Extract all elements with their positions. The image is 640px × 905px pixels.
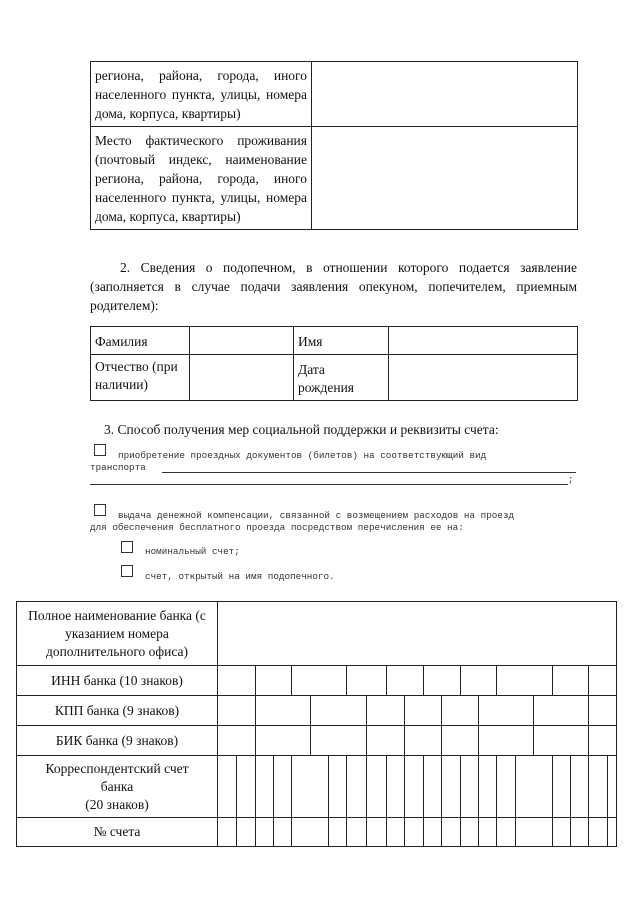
section3-title: 3. Способ получения мер социальной поддержки и реквизиты счета: [104, 422, 499, 437]
correspondent-account-cells[interactable] [218, 756, 617, 818]
patronymic-label: Отчество (при наличии) [91, 355, 190, 401]
actual-residence-field[interactable] [312, 127, 578, 230]
correspondent-account-label [17, 756, 218, 818]
option1-fill-line1[interactable] [162, 472, 576, 473]
ward-account-label: счет, открытый на имя подопечного. [145, 571, 335, 582]
option2-checkbox[interactable] [94, 504, 106, 516]
corr-label-line3: (20 знаков) [85, 796, 149, 812]
inn-cells[interactable] [218, 666, 617, 696]
kpp-cells[interactable] [218, 696, 617, 726]
inn-label: ИНН банка (10 знаков) [17, 666, 218, 696]
bik-digit-grid [218, 726, 616, 755]
inn-digit-grid [218, 666, 616, 695]
account-number-cells[interactable] [218, 818, 617, 847]
corr-label-line1: Корреспондентский счет [45, 760, 189, 776]
bank-name-label: Полное наименование банка (с указанием номера дополнительного офиса) [17, 602, 218, 666]
corr-digit-grid [218, 756, 616, 817]
birthdate-field[interactable] [389, 355, 578, 401]
patronymic-field[interactable] [190, 355, 294, 401]
surname-field[interactable] [190, 327, 294, 355]
bik-cells[interactable] [218, 726, 617, 756]
account-digit-grid [218, 818, 616, 846]
bank-name-field[interactable] [218, 602, 617, 666]
account-number-label: № счета [17, 818, 218, 847]
option1-checkbox[interactable] [94, 444, 106, 456]
option1-end: ; [568, 474, 574, 485]
name-field[interactable] [389, 327, 578, 355]
option1-text-line2: транспорта [90, 462, 146, 473]
kpp-label: КПП банка (9 знаков) [17, 696, 218, 726]
nominal-account-label: номинальный счет; [145, 546, 240, 557]
surname-label: Фамилия [91, 327, 190, 355]
ward-table [90, 326, 578, 401]
actual-residence-label: Место фактического проживания (почтовый индекс, наименование региона, района, города, иного населенного пункта, улицы, номера дома, корпуса, квартиры) [91, 127, 312, 230]
registration-address-field[interactable] [312, 62, 578, 127]
birthdate-label: Дата рождения [294, 355, 389, 401]
name-label: Имя [294, 327, 389, 355]
bik-label: БИК банка (9 знаков) [17, 726, 218, 756]
registration-address-label: региона, района, города, иного населенного пункта, улицы, номера дома, корпуса, квартиры) [91, 62, 312, 127]
ward-account-checkbox[interactable] [121, 565, 133, 577]
nominal-account-checkbox[interactable] [121, 541, 133, 553]
bank-details-table [16, 601, 617, 847]
option2-text-line2: для обеспечения бесплатного проезда посредством перечисления ее на: [90, 522, 464, 533]
corr-label-line2: банка [100, 778, 134, 794]
option1-text-line1: приобретение проездных документов (билетов) на соответствующий вид [118, 450, 487, 461]
option1-fill-line2[interactable] [90, 484, 568, 485]
address-table [90, 61, 578, 230]
kpp-digit-grid [218, 696, 616, 725]
option2-text-line1: выдача денежной компенсации, связанной с возмещением расходов на проезд [118, 510, 515, 521]
section2-text: 2. Сведения о подопечном, в отношении которого подается заявление (заполняется в случае подачи заявления опекуном, попечителем, приемным родителем): [90, 260, 577, 313]
